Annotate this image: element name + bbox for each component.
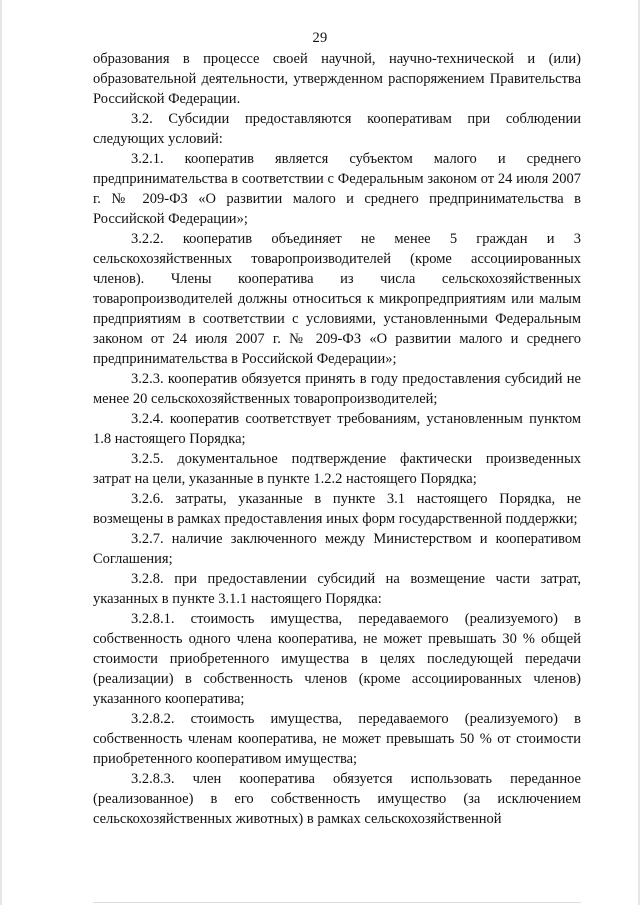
paragraph: 3.2.7. наличие заключенного между Министерством и кооперативом Соглашения;	[93, 531, 581, 567]
paragraph: 3.2.5. документальное подтверждение фактически произведенных затрат на цели, указанные в пункте 1.2.2 настоящего Порядка;	[93, 451, 581, 487]
paragraph: 3.2.8.3. член кооператива обязуется использовать переданное (реализованное) в его собственность имущество (за исключением сельскохозяйственных животных) в рамках сельскохозяйственной	[93, 771, 581, 827]
paragraph: 3.2.2. кооператив объединяет не менее 5 граждан и 3 сельскохозяйственных товаропроизводителей (кроме ассоциированных членов). Члены кооператива из числа сельскохозяйственных товаропроизводителей должны относиться к микропредприятиям или малым предприятиям в соответствии с условиями, установленными Федеральным законом от 24 июля 2007 г. № 209-ФЗ «О развитии малого и среднего предпринимательства в Российской Федерации»;	[93, 231, 581, 367]
paragraph: 3.2.8. при предоставлении субсидий на возмещение части затрат, указанных в пункте 3.1.1 настоящего Порядка:	[93, 571, 581, 607]
paragraph: 3.2. Субсидии предоставляются кооперативам при соблюдении следующих условий:	[93, 111, 581, 147]
paragraph: образования в процессе своей научной, научно-технической и (или) образовательной деятельности, утвержденном распоряжением Правительства Российской Федерации.	[93, 51, 581, 107]
paragraph: 3.2.4. кооператив соответствует требованиям, установленным пунктом 1.8 настоящего Порядка;	[93, 411, 581, 447]
paragraph: 3.2.8.1. стоимость имущества, передаваемого (реализуемого) в собственность одного члена кооператива, не может превышать 30 % общей стоимости приобретенного имущества в целях последующей передачи (реализации) в собственность членов (кроме ассоциированных членов) указанного кооператива;	[93, 611, 581, 707]
document-body	[93, 49, 581, 829]
page-number: 29	[312, 30, 328, 46]
paragraph: 3.2.3. кооператив обязуется принять в году предоставления субсидий не менее 20 сельскохозяйственных товаропроизводителей;	[93, 371, 581, 407]
paragraph: 3.2.6. затраты, указанные в пункте 3.1 настоящего Порядка, не возмещены в рамках предоставления иных форм государственной поддержки;	[93, 491, 581, 527]
paragraph: 3.2.8.2. стоимость имущества, передаваемого (реализуемого) в собственность членам кооператива, не может превышать 50 % от стоимости приобретенного кооперативом имущества;	[93, 711, 581, 767]
scan-edge-left	[0, 0, 2, 905]
page-bottom-edge	[93, 902, 581, 903]
paragraph: 3.2.1. кооператив является субъектом малого и среднего предпринимательства в соответствии с Федеральным законом от 24 июля 2007 г. № 209-ФЗ «О развитии малого и среднего предпринимательства в Российской Федерации»;	[93, 151, 581, 227]
